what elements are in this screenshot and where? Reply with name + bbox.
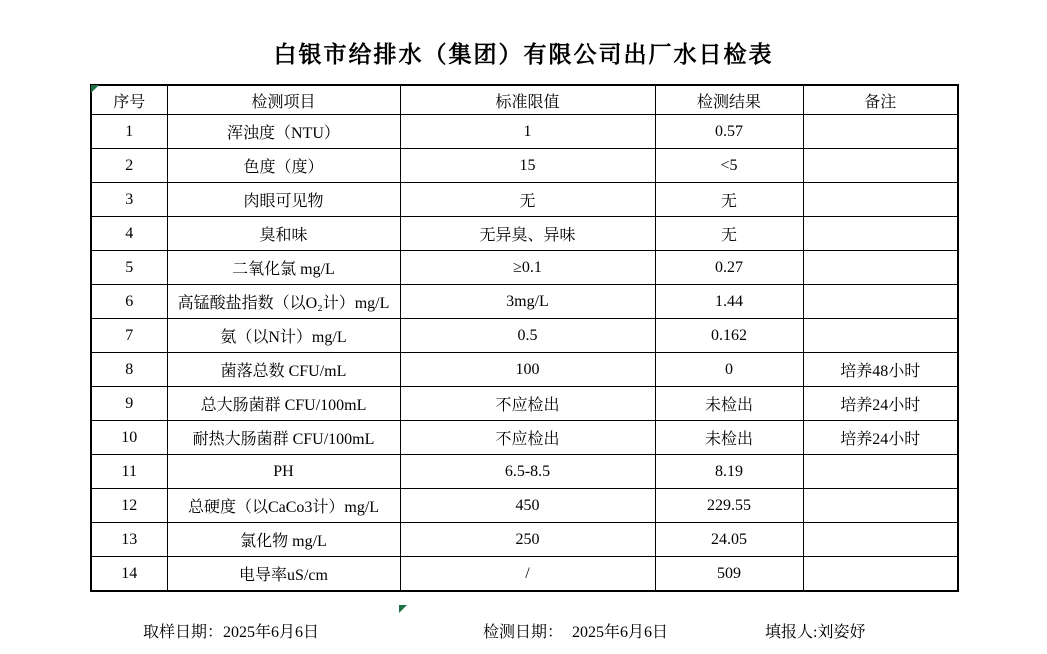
cell-item[interactable]: 耐热大肠菌群 CFU/100mL — [167, 421, 400, 455]
cell-limit[interactable]: 0.5 — [400, 319, 655, 353]
cell-no[interactable]: 10 — [91, 421, 167, 455]
cell-item[interactable]: 菌落总数 CFU/mL — [167, 353, 400, 387]
header-cell-result: 检测结果 — [655, 85, 803, 115]
page-title: 白银市给排水（集团）有限公司出厂水日检表 — [273, 41, 774, 67]
cell-item[interactable]: 氯化物 mg/L — [167, 523, 400, 557]
cell-remark[interactable] — [803, 285, 958, 319]
footer — [0, 619, 1047, 641]
cell-limit[interactable]: 250 — [400, 523, 655, 557]
cell-no[interactable]: 7 — [91, 319, 167, 353]
cell-item[interactable]: 二氧化氯 mg/L — [167, 251, 400, 285]
table-row — [91, 285, 958, 319]
table-body — [91, 115, 958, 592]
cell-remark[interactable]: 培养48小时 — [803, 353, 958, 387]
cell-no[interactable]: 4 — [91, 217, 167, 251]
cell-result[interactable]: 0.162 — [655, 319, 803, 353]
table-row — [91, 353, 958, 387]
cell-result[interactable]: 509 — [655, 557, 803, 592]
cell-result[interactable]: 0.57 — [655, 115, 803, 149]
cell-no[interactable]: 9 — [91, 387, 167, 421]
cell-result[interactable]: 无 — [655, 217, 803, 251]
cell-remark[interactable] — [803, 251, 958, 285]
cell-item[interactable]: 臭和味 — [167, 217, 400, 251]
cell-remark[interactable] — [803, 523, 958, 557]
testing-date-label: 检测日期： — [483, 624, 564, 641]
cell-limit[interactable]: 100 — [400, 353, 655, 387]
cell-item[interactable]: 氨（以N计）mg/L — [167, 319, 400, 353]
cell-item[interactable]: 肉眼可见物 — [167, 183, 400, 217]
testing-date — [483, 619, 668, 642]
sampling-date-label: 取样日期： — [143, 624, 224, 641]
cell-result[interactable]: 0.27 — [655, 251, 803, 285]
cell-no[interactable]: 3 — [91, 183, 167, 217]
table-row — [91, 489, 958, 523]
header-cell-remark: 备注 — [803, 85, 958, 115]
cell-limit[interactable]: 15 — [400, 149, 655, 183]
table-row — [91, 523, 958, 557]
cell-limit[interactable]: 不应检出 — [400, 421, 655, 455]
header-cell-item: 检测项目 — [167, 85, 400, 115]
cell-item[interactable]: PH — [167, 455, 400, 489]
cell-remark[interactable] — [803, 217, 958, 251]
cell-remark[interactable] — [803, 319, 958, 353]
table-row — [91, 319, 958, 353]
cell-result[interactable]: 无 — [655, 183, 803, 217]
cell-remark[interactable] — [803, 489, 958, 523]
header-cell-limit: 标准限值 — [400, 85, 655, 115]
cell-limit[interactable]: ≥0.1 — [400, 251, 655, 285]
table-row — [91, 455, 958, 489]
cell-no[interactable]: 1 — [91, 115, 167, 149]
sampling-date — [143, 619, 319, 642]
table-row — [91, 217, 958, 251]
cell-no[interactable]: 12 — [91, 489, 167, 523]
reporter — [765, 619, 865, 642]
table-row — [91, 421, 958, 455]
sampling-date-value: 2025年6月6日 — [223, 624, 320, 641]
testing-date-value: 2025年6月6日 — [572, 624, 669, 641]
table-row — [91, 149, 958, 183]
table-row — [91, 115, 958, 149]
table-header-row — [91, 85, 958, 115]
cell-item[interactable]: 色度（度） — [167, 149, 400, 183]
cell-limit[interactable]: 450 — [400, 489, 655, 523]
table-row — [91, 387, 958, 421]
cell-limit[interactable]: 无异臭、异味 — [400, 217, 655, 251]
cell-item[interactable]: 高锰酸盐指数（以O₂计）mg/L — [167, 285, 400, 319]
cell-limit[interactable]: 3mg/L — [400, 285, 655, 319]
cell-result[interactable]: 24.05 — [655, 523, 803, 557]
cell-no[interactable]: 14 — [91, 557, 167, 592]
cell-item[interactable]: 总大肠菌群 CFU/100mL — [167, 387, 400, 421]
cell-result[interactable]: 1.44 — [655, 285, 803, 319]
cell-remark[interactable] — [803, 115, 958, 149]
cell-remark[interactable]: 培养24小时 — [803, 421, 958, 455]
cell-item[interactable]: 电导率uS/cm — [167, 557, 400, 592]
header-cell-no: 序号 — [91, 85, 167, 115]
cell-no[interactable]: 11 — [91, 455, 167, 489]
cell-remark[interactable]: 培养24小时 — [803, 387, 958, 421]
water-quality-table — [90, 84, 959, 592]
reporter-name: 刘姿妤 — [817, 624, 866, 641]
cell-no[interactable]: 5 — [91, 251, 167, 285]
table-row — [91, 183, 958, 217]
cell-result[interactable]: 未检出 — [655, 387, 803, 421]
excel-error-triangle-icon — [91, 85, 99, 93]
cell-remark[interactable] — [803, 455, 958, 489]
cell-no[interactable]: 13 — [91, 523, 167, 557]
excel-error-triangle-icon — [399, 605, 407, 613]
cell-remark[interactable] — [803, 149, 958, 183]
cell-no[interactable]: 6 — [91, 285, 167, 319]
reporter-label: 填报人: — [765, 624, 818, 641]
cell-item[interactable]: 浑浊度（NTU） — [167, 115, 400, 149]
cell-remark[interactable] — [803, 557, 958, 592]
cell-limit[interactable]: 无 — [400, 183, 655, 217]
cell-limit[interactable]: 不应检出 — [400, 387, 655, 421]
table-row — [91, 557, 958, 592]
cell-limit[interactable]: 6.5-8.5 — [400, 455, 655, 489]
cell-result[interactable]: 229.55 — [655, 489, 803, 523]
cell-result[interactable]: <5 — [655, 149, 803, 183]
cell-limit[interactable]: 1 — [400, 115, 655, 149]
cell-no[interactable]: 2 — [91, 149, 167, 183]
cell-item[interactable]: 总硬度（以CaCo3计）mg/L — [167, 489, 400, 523]
cell-remark[interactable] — [803, 183, 958, 217]
cell-no[interactable]: 8 — [91, 353, 167, 387]
cell-result[interactable]: 未检出 — [655, 421, 803, 455]
cell-result[interactable]: 0 — [655, 353, 803, 387]
cell-result[interactable]: 8.19 — [655, 455, 803, 489]
table-row — [91, 251, 958, 285]
cell-limit[interactable]: / — [400, 557, 655, 592]
